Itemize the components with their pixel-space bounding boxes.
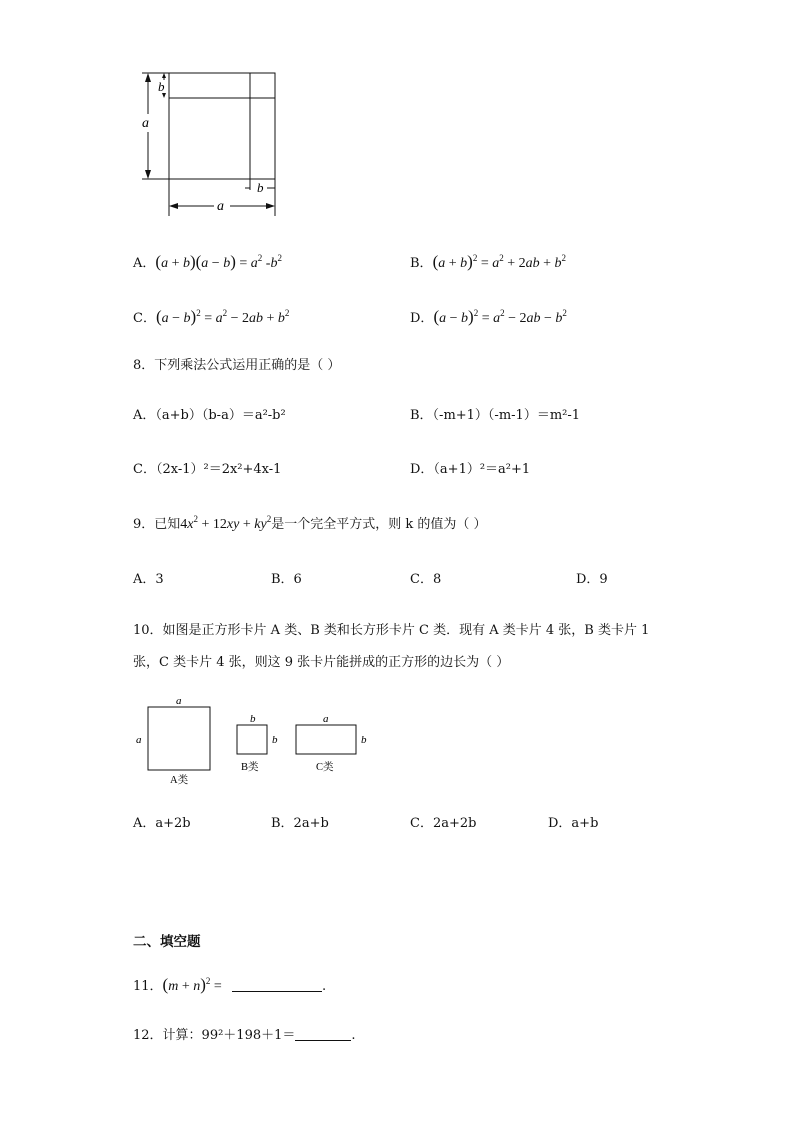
q10-option-c[interactable]: C．2a+2b <box>410 816 477 831</box>
q10-cards-figure <box>130 692 380 792</box>
label-a-left: a <box>142 116 149 131</box>
card-b-square <box>237 725 267 754</box>
card-c-right-label: b <box>361 734 367 746</box>
card-b-top-label: b <box>250 713 256 725</box>
q10-stem-line2: 张，C 类卡片 4 张，则这 9 张卡片能拼成的正方形的边长为（ ） <box>133 655 510 670</box>
q8-option-a[interactable]: A．（a+b）（b-a）＝a²-b² <box>133 408 286 423</box>
q7-option-b[interactable]: B．$(a + b)^2 = a^2 + 2ab + b^2$ <box>410 252 567 271</box>
q9-option-d[interactable]: D．9 <box>576 572 608 587</box>
q9-option-b[interactable]: B．6 <box>271 572 302 587</box>
card-a-square <box>148 707 210 770</box>
q7-option-b-expr: $(a + b)^2 = a^2 + 2ab + b^2$ <box>432 252 567 271</box>
q11: 11．$(m + n)^2$ = . <box>133 975 327 994</box>
label-b-top: b <box>158 79 165 94</box>
label-b-bottom: b <box>257 180 264 195</box>
card-b-right-label: b <box>272 734 278 746</box>
q10-stem-line1: 10．如图是正方形卡片 A 类、B 类和长方形卡片 C 类．现有 A 类卡片 4 张，B 类卡片 1 <box>133 623 650 638</box>
q12-answer-blank[interactable] <box>295 1040 351 1041</box>
q12: 12．计算：99²＋198＋1＝ . <box>133 1028 356 1043</box>
q11-answer-blank[interactable] <box>232 991 322 992</box>
card-c-caption: C类 <box>316 762 334 773</box>
q8-option-c[interactable]: C．（2x-1）²＝2x²+4x-1 <box>133 462 282 477</box>
q7-option-c-expr: $(a - b)^2 = a^2 - 2ab + b^2$ <box>155 307 290 326</box>
q10-option-d[interactable]: D．a+b <box>548 816 599 831</box>
card-a-caption: A类 <box>170 775 189 786</box>
q9-stem: 9．已知$4x^2 + 12xy + ky^2$是一个完全平方式，则 k 的值为（ ） <box>133 514 487 532</box>
q7-square-figure <box>136 66 286 222</box>
card-a-left-label: a <box>136 734 142 746</box>
q7-option-d-expr: $(a - b)^2 = a^2 - 2ab - b^2$ <box>433 307 567 326</box>
q9-expression: $4x^2 + 12xy + ky^2$ <box>180 514 272 532</box>
card-a-top-label: a <box>176 695 182 707</box>
q7-option-a-expr: $(a + b)(a - b) = a^2$ $-b^2$ <box>155 252 282 271</box>
q7-option-d[interactable]: D．$(a - b)^2 = a^2 - 2ab - b^2$ <box>410 307 567 326</box>
q8-option-d[interactable]: D．（a+1）²＝a²+1 <box>410 462 531 477</box>
q9-option-c[interactable]: C．8 <box>410 572 442 587</box>
card-c-top-label: a <box>323 713 329 725</box>
q10-option-b[interactable]: B．2a+b <box>271 816 329 831</box>
q11-expression: $(m + n)^2$ = <box>162 975 222 994</box>
q8-stem: 8．下列乘法公式运用正确的是（ ） <box>133 358 341 373</box>
card-c-rectangle <box>296 725 356 754</box>
q7-option-a[interactable]: A．$(a + b)(a - b) = a^2$ $-b^2$ <box>133 252 282 271</box>
section-heading: 二、填空题 <box>133 934 201 950</box>
card-b-caption: B类 <box>241 762 259 773</box>
outer-square <box>169 73 275 179</box>
label-a-bottom: a <box>217 199 224 214</box>
q10-option-a[interactable]: A．a+2b <box>133 816 191 831</box>
q7-option-c[interactable]: C．$(a - b)^2 = a^2 - 2ab + b^2$ <box>133 307 290 326</box>
q9-option-a[interactable]: A．3 <box>133 572 164 587</box>
q8-option-b[interactable]: B．（-m+1）（-m-1）＝m²-1 <box>410 408 581 423</box>
